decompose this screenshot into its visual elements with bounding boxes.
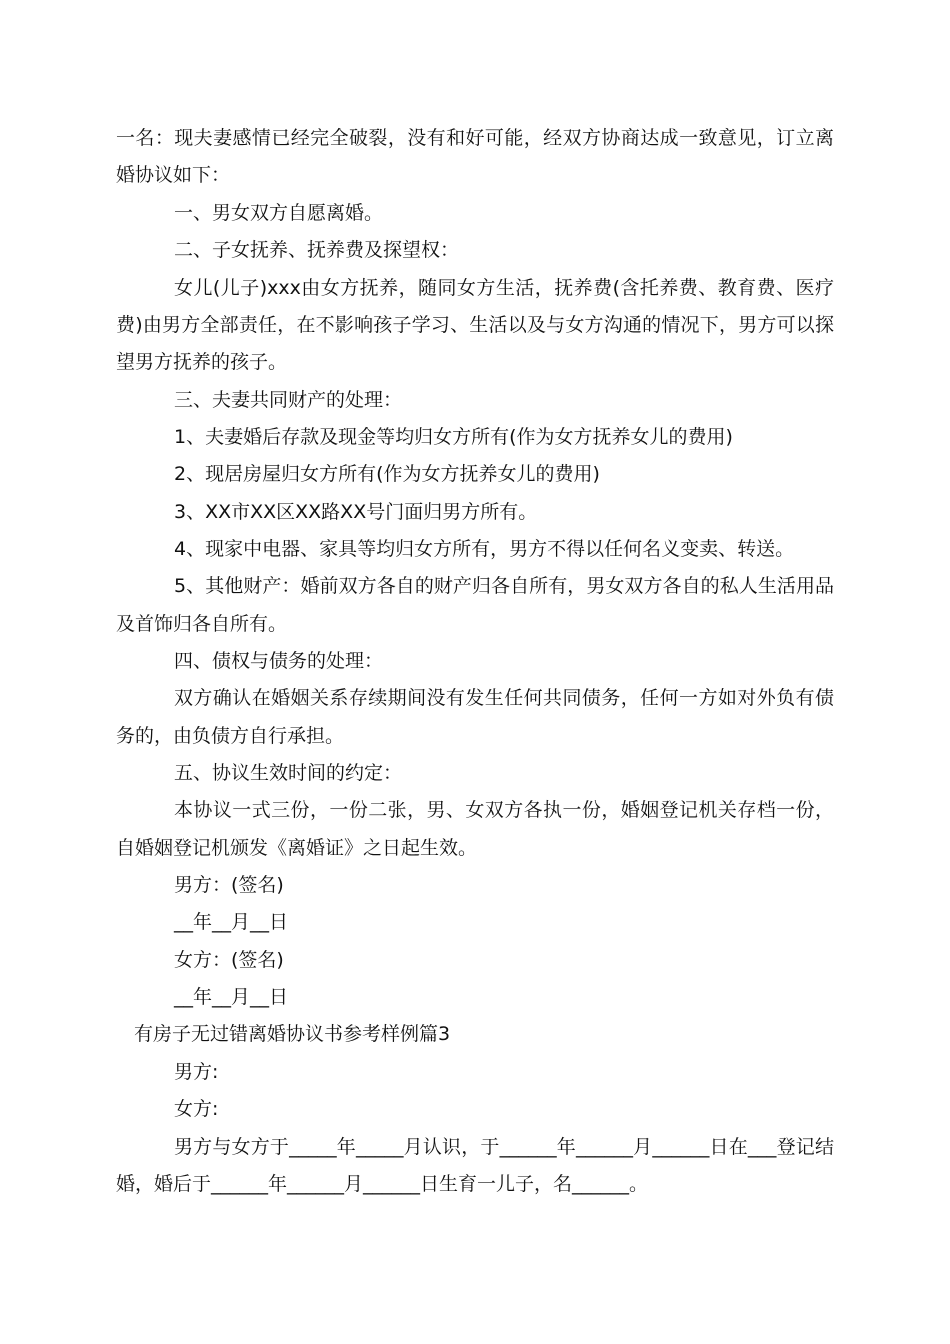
date-line: __年__月__日 bbox=[174, 986, 289, 1008]
section-heading: 一、男女双方自愿离婚。 bbox=[174, 202, 384, 224]
document-title: 有房子无过错离婚协议书参考样例篇3 bbox=[134, 1023, 451, 1045]
paragraph-line: 婚协议如下： bbox=[116, 164, 231, 186]
section-heading: 三、夫妻共同财产的处理： bbox=[174, 389, 403, 411]
paragraph-line: 及首饰归各自所有。 bbox=[116, 613, 288, 635]
party-label: 男方: bbox=[174, 1061, 219, 1083]
paragraph-line: 费)由男方全部责任，在不影响孩子学习、生活以及与女方沟通的情况下，男方可以探 bbox=[116, 314, 834, 336]
signature-line: 女方：(签名) bbox=[174, 949, 284, 971]
date-line: __年__月__日 bbox=[174, 911, 289, 933]
paragraph-line: 女儿(儿子)xxx由女方抚养，随同女方生活，抚养费(含托养费、教育费、医疗 bbox=[174, 277, 834, 299]
section-heading: 四、债权与债务的处理： bbox=[174, 650, 384, 672]
paragraph-line: 望男方抚养的孩子。 bbox=[116, 351, 288, 373]
signature-line: 男方：(签名) bbox=[174, 874, 284, 896]
party-label: 女方: bbox=[174, 1098, 219, 1120]
paragraph-line: 双方确认在婚姻关系存续期间没有发生任何共同债务，任何一方如对外负有债 bbox=[174, 687, 834, 709]
paragraph-line: 本协议一式三份，一份二张，男、女双方各执一份，婚姻登记机关存档一份， bbox=[174, 799, 834, 821]
list-item: 2、现居房屋归女方所有(作为女方抚养女儿的费用) bbox=[174, 463, 600, 485]
paragraph-line: 男方与女方于_____年_____月认识，于______年______月______日在___登记结 bbox=[174, 1136, 834, 1158]
paragraph-line: 婚，婚后于______年______月______日生育一儿子，名______。 bbox=[116, 1173, 649, 1195]
section-heading: 二、子女抚养、抚养费及探望权： bbox=[174, 239, 460, 261]
list-item: 3、XX市XX区XX路XX号门面归男方所有。 bbox=[174, 501, 538, 523]
section-heading: 五、协议生效时间的约定： bbox=[174, 762, 403, 784]
paragraph-line: 一名：现夫妻感情已经完全破裂，没有和好可能，经双方协商达成一致意见，订立离 bbox=[116, 127, 834, 149]
list-item: 5、其他财产：婚前双方各自的财产归各自所有，男女双方各自的私人生活用品 bbox=[174, 575, 834, 597]
paragraph-line: 务的，由负债方自行承担。 bbox=[116, 725, 345, 747]
list-item: 4、现家中电器、家具等均归女方所有，男方不得以任何名义变卖、转送。 bbox=[174, 538, 795, 560]
paragraph-line: 自婚姻登记机颁发《离婚证》之日起生效。 bbox=[116, 837, 478, 859]
list-item: 1、夫妻婚后存款及现金等均归女方所有(作为女方抚养女儿的费用) bbox=[174, 426, 733, 448]
